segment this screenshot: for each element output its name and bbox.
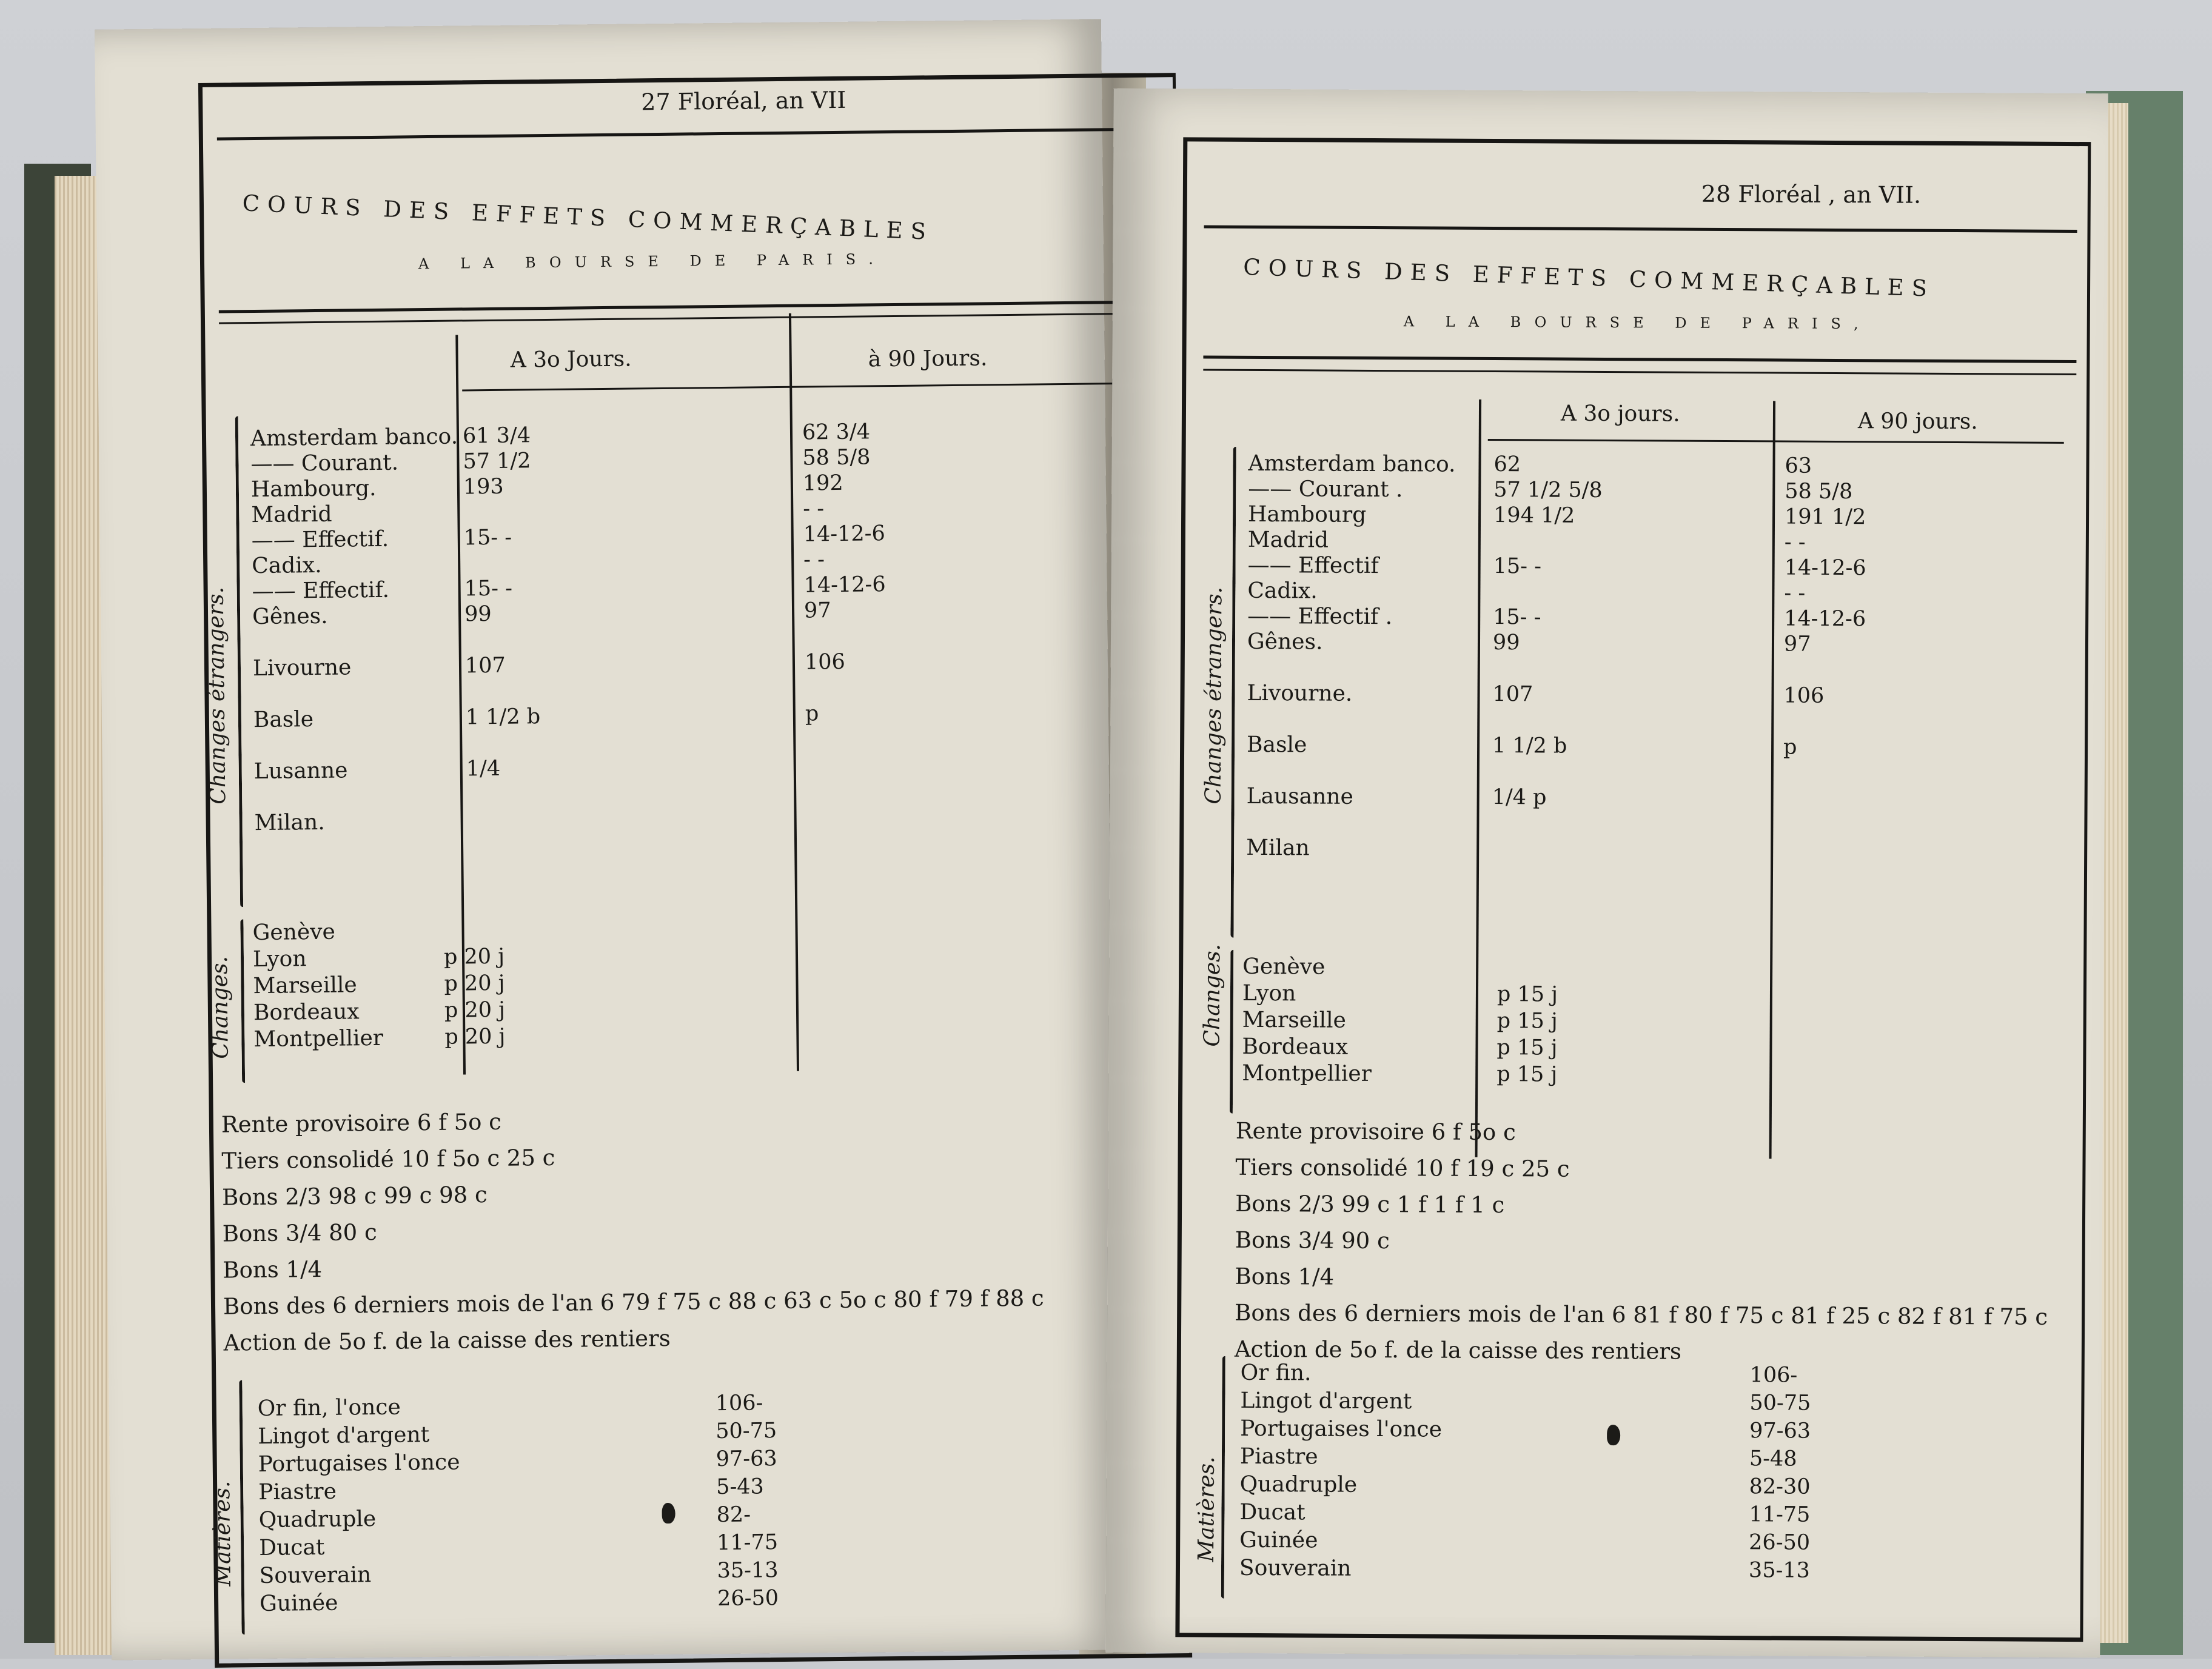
exchange-label: Livourne [252,655,352,681]
value-30-jours: 15- - [1493,554,1542,579]
exchange-label: —— Effectif. [251,526,389,554]
exchange-label: —— Effectif . [1247,603,1393,630]
matiere-label: Portugaises l'once [1240,1416,1443,1442]
exchange-label: Milan. [254,809,325,836]
change-value: p 15 j [1496,1009,1558,1034]
value-90-jours: 191 1/2 [1784,504,1866,530]
matiere-label: Ducat [1239,1499,1305,1525]
matiere-value: 106- [1749,1363,1798,1388]
matiere-label: Souverain [1239,1555,1352,1581]
exchange-label: Livourne. [1247,680,1353,706]
exchange-label: Milan [1246,835,1310,861]
exchange-label: Gênes. [1247,629,1323,655]
matiere-value: 97-63 [1749,1419,1811,1443]
value-30-jours: 107 [1492,682,1533,707]
right-page [1105,89,2108,1658]
value-90-jours: 62 3/4 [802,420,871,445]
change-city-label: Marseille [253,972,357,999]
matiere-label: Piastre [1239,1443,1318,1470]
value-90-jours: - - [1784,581,1806,606]
matiere-label: Piastre [258,1479,337,1505]
matiere-value: 82- [716,1502,751,1528]
value-90-jours: 97 [803,598,831,623]
matiere-value: 50-75 [716,1419,777,1444]
exchange-label: —— Courant. [250,450,399,477]
exchange-label: Amsterdam banco. [1248,450,1456,477]
value-30-jours: 194 1/2 [1493,503,1575,528]
change-value: p 15 j [1496,982,1558,1007]
rente-line: Bons 2/3 98 c 99 c 98 c [221,1182,488,1211]
change-value: p 20 j [444,1024,506,1049]
matiere-value: 97-63 [716,1447,777,1472]
matiere-label: Quadruple [1239,1471,1358,1497]
value-90-jours: 106 [804,649,845,675]
page-subtitle: A LA BOURSE DE PARIS. [418,250,887,273]
page-title: COURS DES EFFETS COMMERÇABLES [1242,253,1936,302]
value-30-jours: 99 [464,601,492,627]
column-header-30: A 3o Jours. [510,346,632,373]
matiere-value: 26-50 [1749,1530,1811,1555]
matiere-value: 5-48 [1749,1447,1797,1471]
rente-line: Rente provisoire 6 f 5o c [1235,1117,1516,1146]
rente-line: Bons 2/3 99 c 1 f 1 f 1 c [1235,1190,1505,1219]
change-value: p 20 j [444,997,506,1023]
matiere-value: 11-75 [716,1530,779,1556]
rente-line: Bons 1/4 [1235,1263,1335,1290]
change-value: p 20 j [443,944,505,969]
exchange-label: Basle [253,707,314,733]
value-90-jours: 58 5/8 [802,445,871,470]
value-30-jours: 1/4 p [1492,785,1547,810]
rente-line: Bons 3/4 90 c [1235,1226,1390,1254]
exchange-label: Hambourg. [250,475,377,503]
matiere-value: 82-30 [1749,1474,1811,1499]
value-90-jours: 97 [1783,632,1811,657]
column-header-90: à 90 Jours. [868,346,988,372]
value-30-jours: 1 1/2 b [465,704,541,730]
matiere-label: Portugaises l'once [258,1450,460,1477]
exchange-label: Lusanne [253,758,348,784]
left-page [95,19,1118,1660]
exchange-label: Amsterdam banco. [250,424,458,452]
exchange-label: Madrid [1247,527,1329,553]
change-value: p 15 j [1496,1035,1558,1060]
exchange-label: Cadix. [1247,578,1318,604]
change-city-label: Montpellier [253,1025,384,1052]
group-label-etrangers: Changes étrangers. [203,586,231,804]
value-30-jours: 1/4 [466,756,501,781]
change-city-label: Marseille [1242,1007,1346,1033]
group-label-changes: Changes. [207,955,233,1059]
change-city-label: Genève [1242,954,1326,980]
value-90-jours: - - [803,547,825,572]
value-90-jours: 58 5/8 [1785,479,1853,504]
matiere-value: 35-13 [1748,1558,1810,1583]
matiere-label: Guinée [1239,1527,1318,1553]
page-date: 27 Floréal, an VII [641,86,846,116]
exchange-label: Cadix. [252,552,322,579]
rente-line: Bons 3/4 80 c [222,1219,377,1247]
exchange-label: Basle [1246,732,1307,758]
rente-line: Bons des 6 derniers mois de l'an 6 79 f 75 c 88 c 63 c 5o c 80 f 79 f 88 c [223,1285,1044,1320]
rente-line: Action de 5o f. de la caisse des rentiers [223,1325,671,1356]
value-90-jours: 14-12-6 [803,572,886,598]
exchange-label: —— Effectif [1247,552,1379,579]
group-label-etrangers: Changes étrangers. [1201,586,1227,804]
change-city-label: Lyon [1242,980,1296,1006]
value-30-jours: 1 1/2 b [1492,734,1567,758]
rente-line: Tiers consolidé 10 f 5o c 25 c [221,1144,555,1174]
exchange-label: Madrid [251,501,332,528]
matiere-label: Lingot d'argent [1240,1388,1412,1414]
matiere-label: Quadruple [258,1507,377,1533]
rente-line: Bons 1/4 [223,1256,323,1283]
exchange-label: —— Effectif. [252,577,390,604]
group-label-matieres: Matières. [1194,1456,1219,1562]
matiere-value: 5-43 [716,1474,765,1500]
matiere-label: Guinée [259,1590,338,1617]
value-30-jours: 57 1/2 5/8 [1493,478,1603,503]
rente-line: Rente provisoire 6 f 5o c [221,1108,502,1138]
exchange-label: Gênes. [252,603,328,630]
value-30-jours: 107 [464,653,506,678]
value-90-jours: 63 [1785,453,1812,478]
matiere-value: 50-75 [1749,1391,1811,1416]
exchange-label: Hambourg [1247,501,1367,527]
value-30-jours: 62 [1493,452,1521,477]
value-90-jours: 192 [802,470,843,496]
matiere-value: 26-50 [717,1586,779,1611]
value-90-jours: - - [1784,530,1806,555]
value-90-jours: p [805,701,819,726]
change-value: p 15 j [1496,1062,1558,1087]
value-30-jours: 15- - [1493,605,1541,630]
exchange-label: —— Courant . [1248,476,1403,503]
value-90-jours: - - [803,497,825,521]
matiere-label: Or fin, l'once [257,1394,401,1422]
value-30-jours: 193 [463,474,504,500]
matiere-label: Or fin. [1240,1360,1312,1386]
value-30-jours: 61 3/4 [462,423,531,449]
value-30-jours: 99 [1492,630,1520,655]
column-header-30: A 3o jours. [1560,401,1680,427]
change-value: p 20 j [444,971,505,996]
group-label-matieres: Matières. [210,1480,236,1587]
rente-line: Action de 5o f. de la caisse des rentiers [1234,1336,1682,1365]
ink-blot [1607,1425,1620,1445]
value-30-jours: 57 1/2 [463,449,531,474]
rente-line: Bons des 6 derniers mois de l'an 6 81 f 80 f 75 c 81 f 25 c 82 f 81 f 75 c [1235,1299,2048,1330]
value-30-jours: 15- - [463,525,512,550]
ink-blot [662,1503,675,1524]
matiere-value: 11-75 [1749,1502,1811,1527]
value-90-jours: 14-12-6 [1784,606,1866,632]
change-city-label: Montpellier [1242,1060,1372,1086]
value-90-jours: 14-12-6 [1784,555,1866,581]
group-label-changes: Changes. [1199,943,1225,1047]
value-90-jours: p [1783,735,1797,760]
matiere-value: 35-13 [717,1558,779,1584]
column-header-90: A 90 jours. [1857,409,1978,435]
change-city-label: Bordeaux [1242,1034,1349,1060]
change-city-label: Bordeaux [253,999,360,1026]
value-90-jours: 106 [1783,683,1825,708]
matiere-label: Lingot d'argent [258,1422,430,1450]
matiere-value: 106- [715,1391,763,1416]
matiere-label: Ducat [258,1534,325,1561]
matiere-label: Souverain [259,1562,372,1589]
value-90-jours: 14-12-6 [803,521,885,547]
page-title: COURS DES EFFETS COMMERÇABLES [241,190,934,246]
rente-line: Tiers consolidé 10 f 19 c 25 c [1235,1154,1570,1182]
page-subtitle: A LA BOURSE DE PARIS, [1403,313,1872,333]
value-30-jours: 15- - [464,576,513,601]
change-city-label: Genève [252,919,335,946]
exchange-label: Lausanne [1246,783,1353,809]
change-city-label: Lyon [252,946,307,972]
page-date: 28 Floréal , an VII. [1701,180,1922,209]
